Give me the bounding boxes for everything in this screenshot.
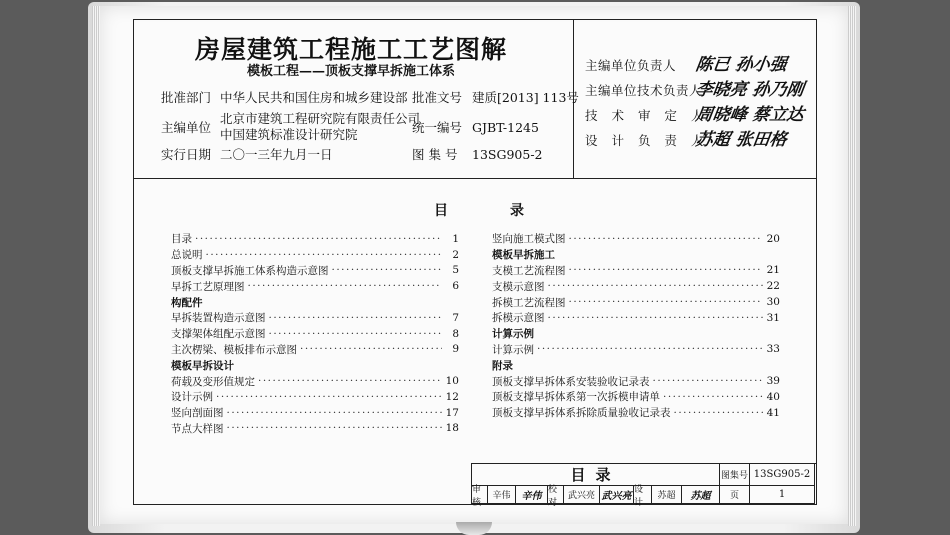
toc-left-column <box>171 231 459 436</box>
toc-leader-dots <box>300 343 442 355</box>
toc-entry[interactable] <box>492 294 780 310</box>
approval-dept-label: 批准部门 <box>161 90 212 105</box>
toc-entry-page: 5 <box>452 264 459 277</box>
atlas-no-value: 13SG905-2 <box>472 147 543 162</box>
resp-label-tech-review: 技 术 审 定 人 <box>585 108 709 123</box>
review-label: 审核 <box>472 486 488 504</box>
toc-leader-dots <box>674 407 764 419</box>
title-block-title: 目录 <box>472 464 720 486</box>
toc-entry-label: 模板早拆施工 <box>492 249 555 262</box>
toc-leader-dots <box>248 280 443 292</box>
toc-leader-dots <box>227 407 443 419</box>
toc-entry[interactable] <box>171 389 459 405</box>
toc-leader-dots <box>216 391 442 403</box>
chief-editor-value-1: 北京市建筑工程研究院有限责任公司 <box>220 111 421 126</box>
effective-date-value: 二〇一三年九月一日 <box>220 147 333 162</box>
review-signature: 辛伟 <box>516 486 548 504</box>
toc-entry-label: 顶板支撑早拆体系安装验收记录表 <box>492 375 650 388</box>
approval-no-value: 建质[2013] 113号 <box>472 90 579 105</box>
toc-entry-label: 顶板支撑早拆体系拆除质量验收记录表 <box>492 407 671 420</box>
toc-entry-label: 顶板支撑早拆施工体系构造示意图 <box>171 264 329 277</box>
toc-entry[interactable] <box>171 310 459 326</box>
check-signature: 武兴亮 <box>600 486 634 504</box>
toc-entry-label: 竖向施工模式图 <box>492 233 566 246</box>
toc-entry-label: 附录 <box>492 359 513 372</box>
toc-entry-page: 22 <box>766 280 780 293</box>
toc-entry-label: 早拆装置构造示意图 <box>171 312 266 325</box>
title-block-atlas-label: 图集号 <box>720 464 750 486</box>
toc-entry[interactable] <box>171 231 459 247</box>
toc-entry-label: 主次楞梁、模板排布示意图 <box>171 343 297 356</box>
toc-section-heading <box>171 357 459 373</box>
toc-leader-dots <box>258 375 442 387</box>
toc-entry-page: 21 <box>766 264 780 277</box>
toc-entry-page: 2 <box>452 248 459 261</box>
toc-entry-label: 支模示意图 <box>492 280 545 293</box>
toc-entry-label: 目录 <box>171 233 192 246</box>
toc-leader-dots <box>206 249 443 261</box>
toc-entry-label: 荷载及变形值规定 <box>171 375 255 388</box>
toc-leader-dots <box>653 375 764 387</box>
chief-editor-label: 主编单位 <box>161 120 212 135</box>
toc-entry-label: 拆模示意图 <box>492 312 545 325</box>
unified-no-label: 统一编号 <box>412 120 463 135</box>
toc-leader-dots <box>332 264 443 276</box>
toc-entry[interactable] <box>492 405 780 421</box>
toc-entry-label: 设计示例 <box>171 391 213 404</box>
page-stack-left <box>92 6 100 526</box>
document-subtitle: 模板工程——顶板支撑早拆施工体系 <box>246 64 455 79</box>
toc-leader-dots <box>269 312 443 324</box>
unified-no-value: GJBT-1245 <box>472 120 539 135</box>
title-block <box>471 463 816 508</box>
toc-right-column <box>492 231 780 421</box>
toc-entry-page: 30 <box>766 296 780 309</box>
toc-entry-page: 10 <box>445 375 459 388</box>
toc-leader-dots <box>569 264 764 276</box>
toc-section-heading <box>492 357 780 373</box>
toc-entry-label: 顶板支撑早拆体系第一次拆模申请单 <box>492 391 660 404</box>
toc-entry-page: 33 <box>766 343 780 356</box>
toc-entry-page: 9 <box>452 343 459 356</box>
toc-entry-page: 1 <box>452 232 459 245</box>
toc-section-heading <box>171 294 459 310</box>
toc-entry-page: 12 <box>445 390 459 403</box>
toc-entry[interactable] <box>171 373 459 389</box>
toc-entry-page: 31 <box>766 311 780 324</box>
toc-entry-page: 8 <box>452 327 459 340</box>
toc-section-heading <box>492 326 780 342</box>
toc-entry[interactable] <box>171 326 459 342</box>
signature-chief-unit: 陈已 孙小强 <box>694 55 788 75</box>
approval-no-label: 批准文号 <box>412 90 463 105</box>
toc-entry[interactable] <box>492 389 780 405</box>
toc-title-char: 目 <box>434 203 448 219</box>
signature-tech-review: 周晓峰 蔡立达 <box>694 105 805 125</box>
toc-entry-label: 竖向剖面图 <box>171 407 224 420</box>
page-stack-right <box>848 6 856 526</box>
design-label: 设计 <box>634 486 652 504</box>
toc-leader-dots <box>663 391 763 403</box>
resp-label-design-lead: 设 计 负 责 人 <box>585 133 709 148</box>
page-label: 页 <box>720 486 750 504</box>
effective-date-label: 实行日期 <box>161 147 212 162</box>
toc-section-heading <box>492 247 780 263</box>
toc-entry-page: 20 <box>766 232 780 245</box>
toc-leader-dots <box>195 233 442 245</box>
toc-entry[interactable] <box>492 310 780 326</box>
toc-entry[interactable] <box>492 231 780 247</box>
toc-leader-dots <box>569 233 764 245</box>
toc-entry-label: 支模工艺流程图 <box>492 264 566 277</box>
toc-entry[interactable] <box>171 247 459 263</box>
toc-leader-dots <box>537 343 763 355</box>
toc-entry-page: 17 <box>445 406 459 419</box>
check-name: 武兴亮 <box>564 486 600 504</box>
header-divider <box>134 178 816 179</box>
book-spine <box>456 522 492 535</box>
review-name: 辛伟 <box>488 486 516 504</box>
resp-label-chief-unit: 主编单位负责人 <box>585 58 677 73</box>
page-number: 1 <box>750 486 815 504</box>
toc-entry-label: 计算示例 <box>492 328 534 341</box>
toc-entry[interactable] <box>171 342 459 358</box>
signature-design-lead: 苏超 张田格 <box>694 130 788 150</box>
chief-editor-value-2: 中国建筑标准设计研究院 <box>220 127 358 142</box>
toc-entry[interactable] <box>171 278 459 294</box>
toc-entry[interactable] <box>492 373 780 389</box>
design-name: 苏超 <box>652 486 682 504</box>
toc-leader-dots <box>227 422 443 434</box>
resp-label-tech-chief: 主编单位技术负责人 <box>585 83 703 98</box>
toc-entry[interactable] <box>171 421 459 437</box>
toc-entry[interactable] <box>171 263 459 279</box>
toc-entry-label: 构配件 <box>171 296 203 309</box>
toc-entry-label: 支撑架体组配示意图 <box>171 328 266 341</box>
toc-entry-label: 节点大样图 <box>171 422 224 435</box>
toc-entry[interactable] <box>492 278 780 294</box>
signature-tech-chief: 李晓亮 孙乃刚 <box>694 80 805 100</box>
toc-entry-label: 早拆工艺原理图 <box>171 280 245 293</box>
toc-title <box>434 200 524 220</box>
document-title: 房屋建筑工程施工工艺图解 <box>194 35 507 64</box>
toc-entry-page: 40 <box>766 390 780 403</box>
toc-leader-dots <box>569 296 764 308</box>
toc-entry-page: 7 <box>452 311 459 324</box>
toc-entry[interactable] <box>171 405 459 421</box>
toc-entry-label: 计算示例 <box>492 343 534 356</box>
check-label: 校对 <box>548 486 564 504</box>
toc-leader-dots <box>548 312 764 324</box>
toc-entry[interactable] <box>492 342 780 358</box>
atlas-no-label: 图 集 号 <box>412 147 458 162</box>
toc-entry-label: 模板早拆设计 <box>171 359 234 372</box>
toc-entry-page: 6 <box>452 280 459 293</box>
toc-entry-page: 41 <box>766 406 780 419</box>
drawing-frame <box>133 19 817 508</box>
toc-entry-label: 总说明 <box>171 249 203 262</box>
toc-entry-label: 拆模工艺流程图 <box>492 296 566 309</box>
toc-entry-page: 18 <box>445 422 459 435</box>
title-block-atlas-no: 13SG905-2 <box>750 464 815 486</box>
toc-title-char: 录 <box>510 203 524 219</box>
design-signature: 苏超 <box>682 486 720 504</box>
toc-leader-dots <box>548 280 764 292</box>
approval-dept-value: 中华人民共和国住房和城乡建设部 <box>220 90 408 105</box>
toc-entry-page: 39 <box>766 375 780 388</box>
toc-entry[interactable] <box>492 263 780 279</box>
toc-leader-dots <box>269 328 443 340</box>
